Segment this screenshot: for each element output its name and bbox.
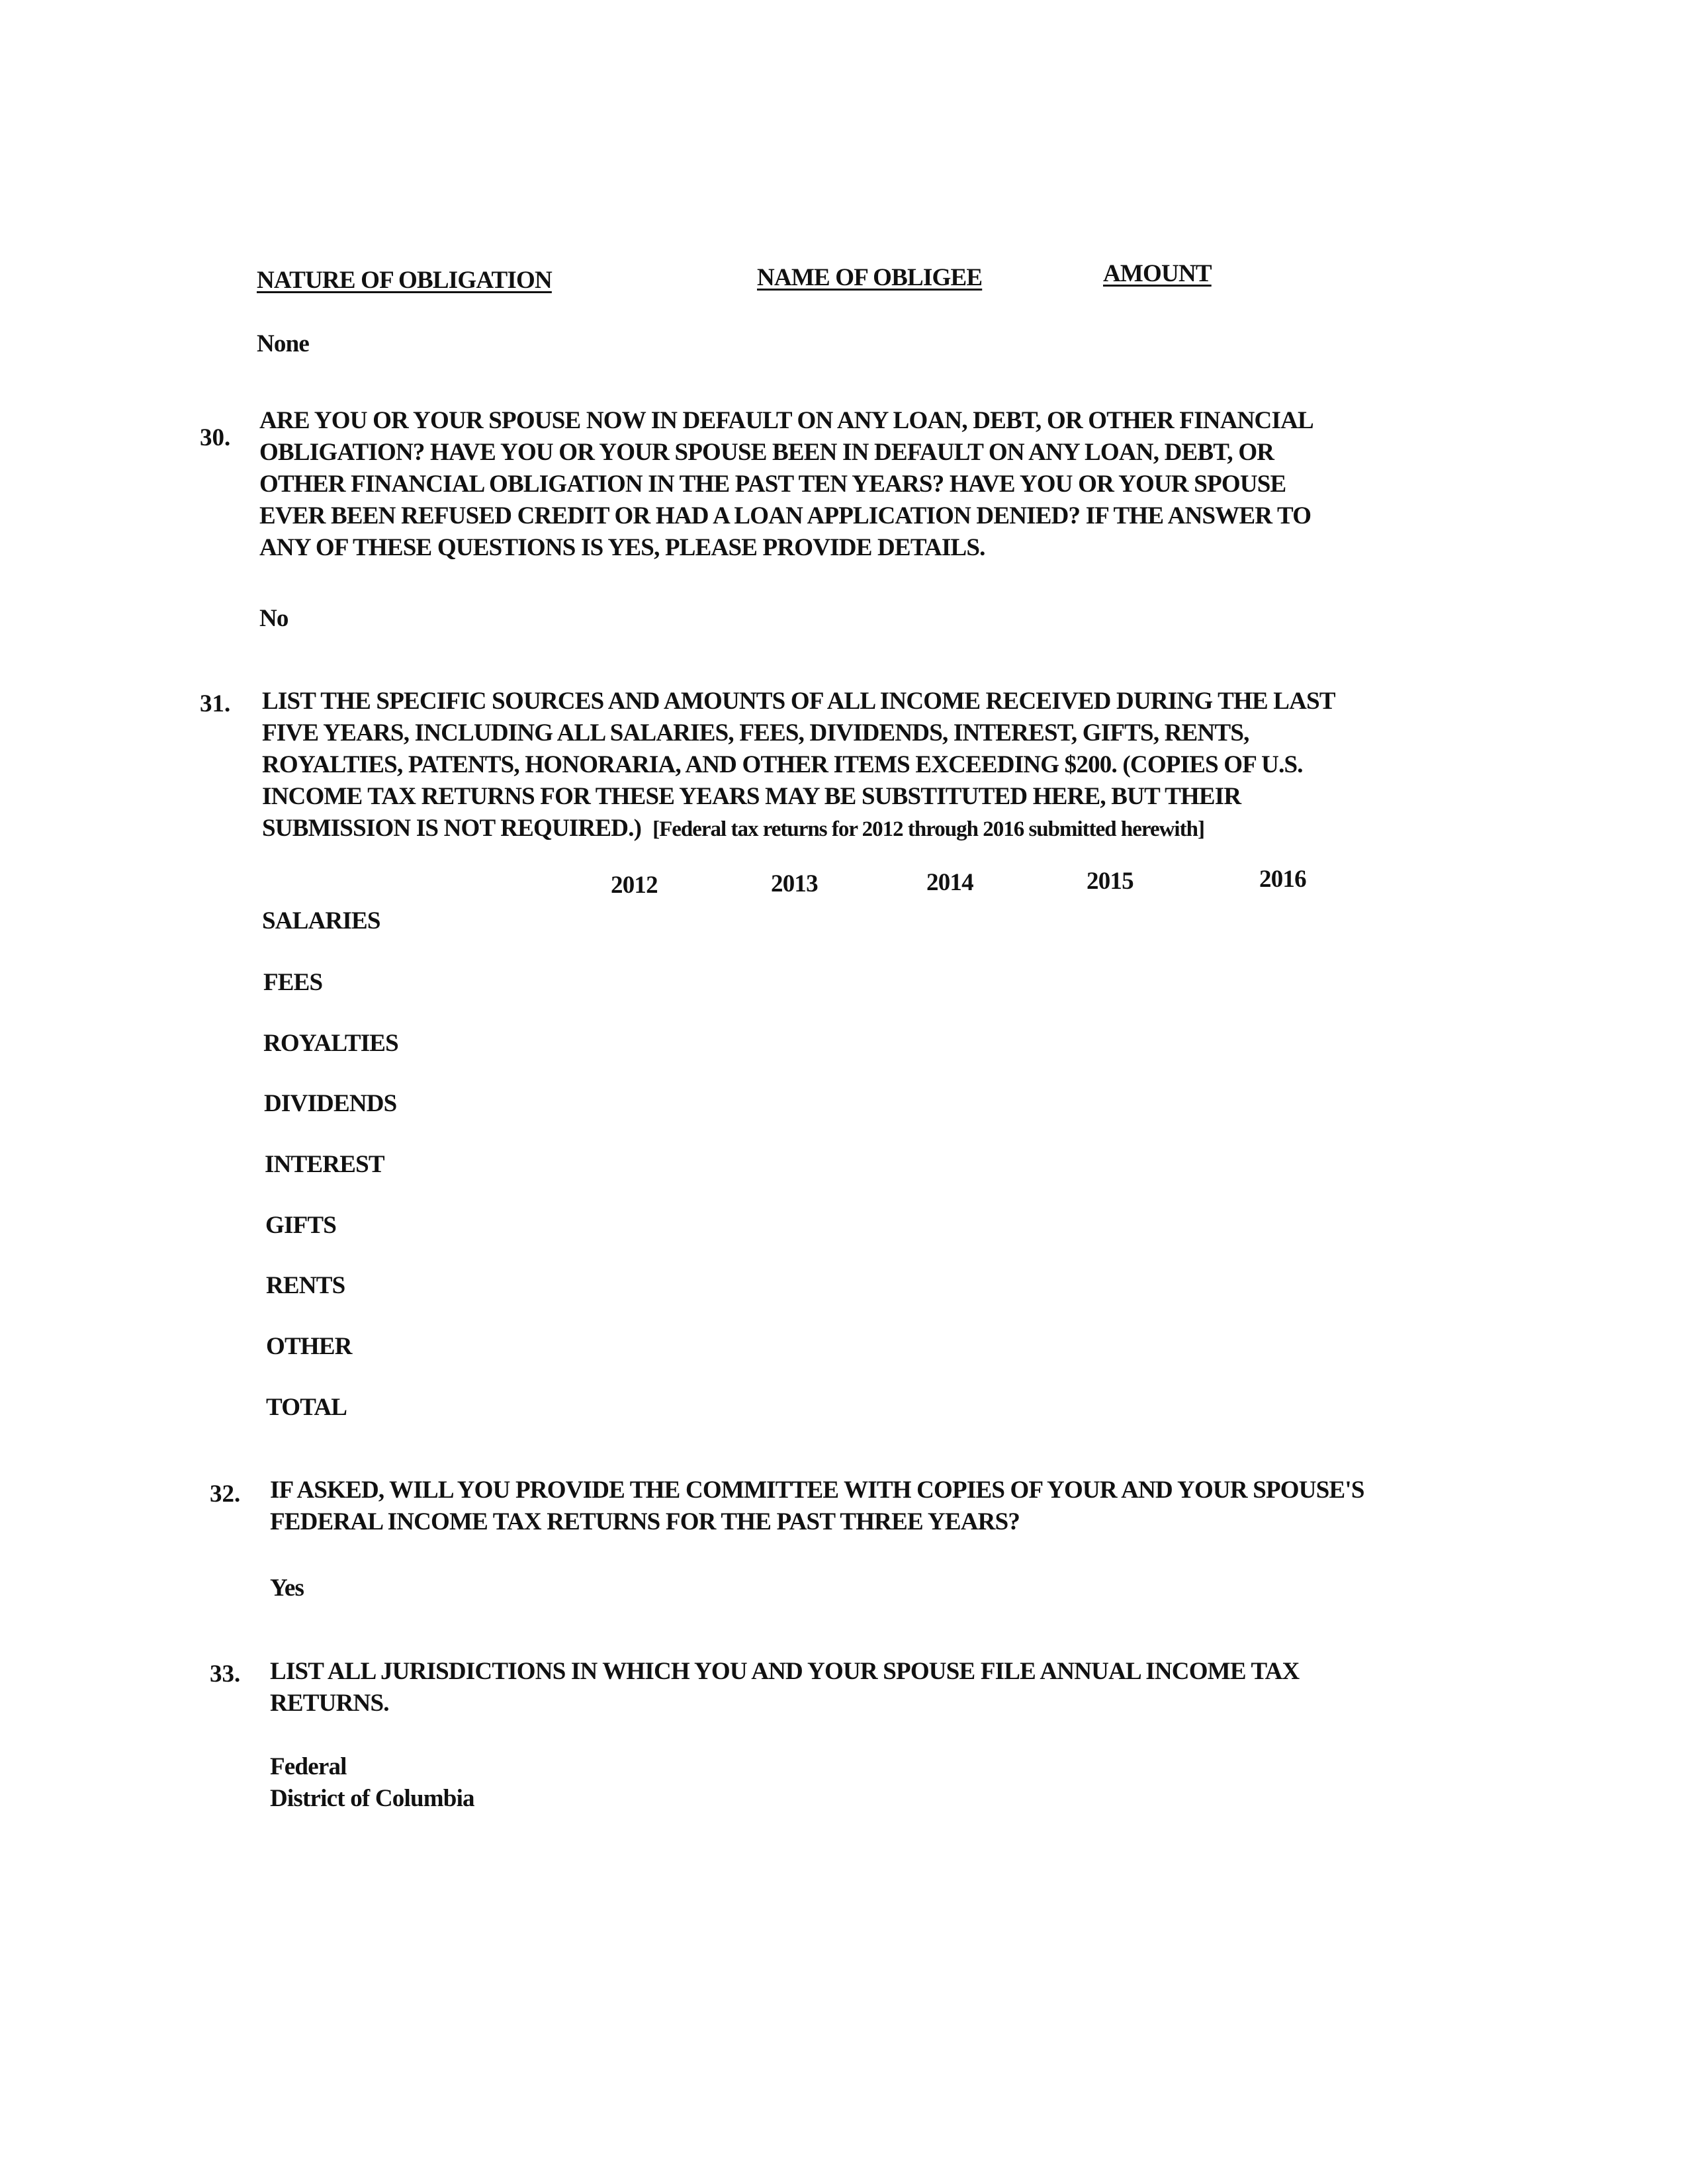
- question-line: IF ASKED, WILL YOU PROVIDE THE COMMITTEE WITH COPIES OF YOUR AND YOUR SPOUSE'S: [270, 1477, 1364, 1504]
- tax-returns-note: [Federal tax returns for 2012 through 2016 submitted herewith]: [652, 817, 1204, 841]
- income-row-salaries: SALARIES: [262, 907, 380, 934]
- question-31-number: 31.: [200, 690, 231, 717]
- question-line: ANY OF THESE QUESTIONS IS YES, PLEASE PROVIDE DETAILS.: [259, 534, 985, 561]
- year-2013: 2013: [771, 870, 818, 897]
- question-33-text: [270, 1656, 1299, 1719]
- question-line: OBLIGATION? HAVE YOU OR YOUR SPOUSE BEEN IN DEFAULT ON ANY LOAN, DEBT, OR: [259, 439, 1274, 466]
- question-line: FEDERAL INCOME TAX RETURNS FOR THE PAST THREE YEARS?: [270, 1508, 1020, 1535]
- answer-line: District of Columbia: [270, 1785, 474, 1812]
- obligations-answer: None: [257, 330, 310, 357]
- question-line: ARE YOU OR YOUR SPOUSE NOW IN DEFAULT ON ANY LOAN, DEBT, OR OTHER FINANCIAL: [259, 407, 1313, 434]
- header-amount: AMOUNT: [1103, 260, 1212, 287]
- income-row-total: TOTAL: [266, 1394, 347, 1421]
- income-row-interest: INTEREST: [265, 1151, 384, 1178]
- income-row-gifts: GIFTS: [265, 1212, 337, 1239]
- question-line: FIVE YEARS, INCLUDING ALL SALARIES, FEES, DIVIDENDS, INTEREST, GIFTS, RENTS,: [262, 719, 1249, 747]
- year-2016: 2016: [1259, 866, 1306, 893]
- question-33-number: 33.: [210, 1661, 241, 1688]
- question-31-text: [262, 686, 1335, 845]
- income-row-royalties: ROYALTIES: [263, 1030, 398, 1057]
- header-nature-of-obligation: NATURE OF OBLIGATION: [257, 267, 552, 294]
- income-row-dividends: DIVIDENDS: [264, 1090, 397, 1117]
- question-line: [262, 813, 1335, 845]
- question-30-answer: No: [259, 605, 289, 632]
- question-line: OTHER FINANCIAL OBLIGATION IN THE PAST TEN YEARS? HAVE YOU OR YOUR SPOUSE: [259, 471, 1286, 498]
- question-32-text: [270, 1475, 1364, 1538]
- question-32-answer: Yes: [270, 1574, 304, 1602]
- year-2012: 2012: [611, 872, 658, 899]
- income-row-fees: FEES: [263, 969, 323, 996]
- question-30-text: [259, 405, 1313, 564]
- year-2015: 2015: [1087, 868, 1133, 895]
- question-line: LIST ALL JURISDICTIONS IN WHICH YOU AND YOUR SPOUSE FILE ANNUAL INCOME TAX: [270, 1658, 1300, 1685]
- question-line: INCOME TAX RETURNS FOR THESE YEARS MAY BE SUBSTITUTED HERE, BUT THEIR: [262, 783, 1241, 810]
- question-30-number: 30.: [200, 424, 231, 451]
- year-2014: 2014: [926, 869, 973, 896]
- question-line: ROYALTIES, PATENTS, HONORARIA, AND OTHER ITEMS EXCEEDING $200. (COPIES OF U.S.: [262, 751, 1303, 778]
- question-line: LIST THE SPECIFIC SOURCES AND AMOUNTS OF ALL INCOME RECEIVED DURING THE LAST: [262, 688, 1335, 715]
- income-row-rents: RENTS: [266, 1272, 345, 1299]
- answer-line: Federal: [270, 1753, 347, 1780]
- question-line: RETURNS.: [270, 1690, 389, 1717]
- question-line-part: SUBMISSION IS NOT REQUIRED.): [262, 815, 642, 842]
- header-name-of-obligee: NAME OF OBLIGEE: [757, 264, 983, 291]
- question-33-answer: [270, 1751, 474, 1815]
- question-line: EVER BEEN REFUSED CREDIT OR HAD A LOAN APPLICATION DENIED? IF THE ANSWER TO: [259, 502, 1311, 529]
- income-row-other: OTHER: [266, 1333, 352, 1360]
- question-32-number: 32.: [210, 1480, 241, 1508]
